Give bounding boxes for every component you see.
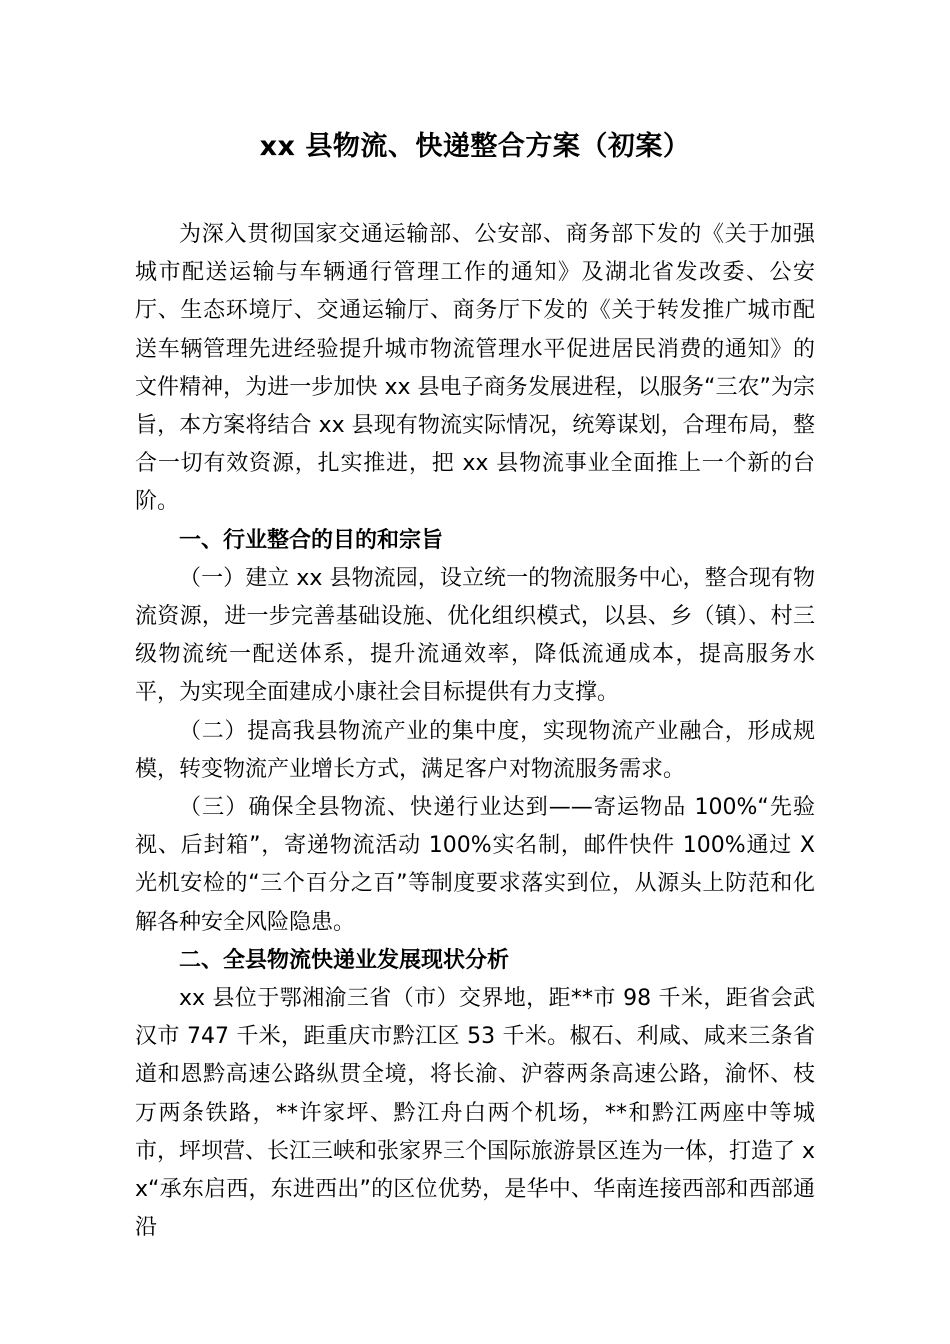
intro-paragraph: 为深入贯彻国家交通运输部、公安部、商务部下发的《关于加强城市配送运输与车辆通行管理工作的通知》及湖北省发改委、公安厅、生态环境厅、交通运输厅、商务厅下发的《关于转发推广城市配送车辆管理先进经验提升城市物流管理水平促进居民消费的通知》的文件精神，为进一步加快 xx 县电子商务发展进程，以服务“三农”为宗旨，本方案将结合 xx 县现有物流实际情况，统筹谋划，合理布局，整合一切有效资源，扎实推进，把 xx 县物流事业全面推上一个新的台阶。 [135, 222, 815, 515]
status-paragraph: xx 县位于鄂湘渝三省（市）交界地，距**市 98 千米，距省会武汉市 747 千米，距重庆市黔江区 53 千米。椒石、利咸、咸来三条省道和恩黔高速公路纵贯全境，将长渝、沪蓉两条高速公路，渝怀、枝万两条铁路，**许家坪、黔江舟白两个机场，**和黔江两座中等城市，坪坝营、长江三峡和张家界三个国际旅游景区连为一体，打造了 xx“承东启西，东进西出”的区位优势，是华中、华南连接西部和西部通沿 [135, 986, 816, 1241]
paragraph-item-1: （一）建立 xx 县物流园，设立统一的物流服务中心，整合现有物流资源，进一步完善基础设施、优化组织模式，以县、乡（镇）、村三级物流统一配送体系，提升流通效率，降低流通成本，提高服务水平，为实现全面建成小康社会目标提供有力支撑。 [135, 565, 815, 706]
section-heading-2: 二、全县物流快递业发展现状分析 [179, 947, 510, 973]
document-body [135, 216, 815, 1247]
paragraph-item-2: （二）提高我县物流产业的集中度，实现物流产业融合，形成规模，转变物流产业增长方式，满足客户对物流服务需求。 [135, 718, 815, 782]
document-title: xx 县物流、快递整合方案（初案） [259, 131, 691, 162]
section-heading-1: 一、行业整合的目的和宗旨 [179, 527, 444, 553]
paragraph-item-3: （三）确保全县物流、快递行业达到——寄运物品 100%“先验视、后封箱”，寄递物流活动 100%实名制，邮件快件 100%通过 X 光机安检的“三个百分之百”等制度要求落实到位，从源头上防范和化解各种安全风险隐患。 [135, 795, 815, 935]
